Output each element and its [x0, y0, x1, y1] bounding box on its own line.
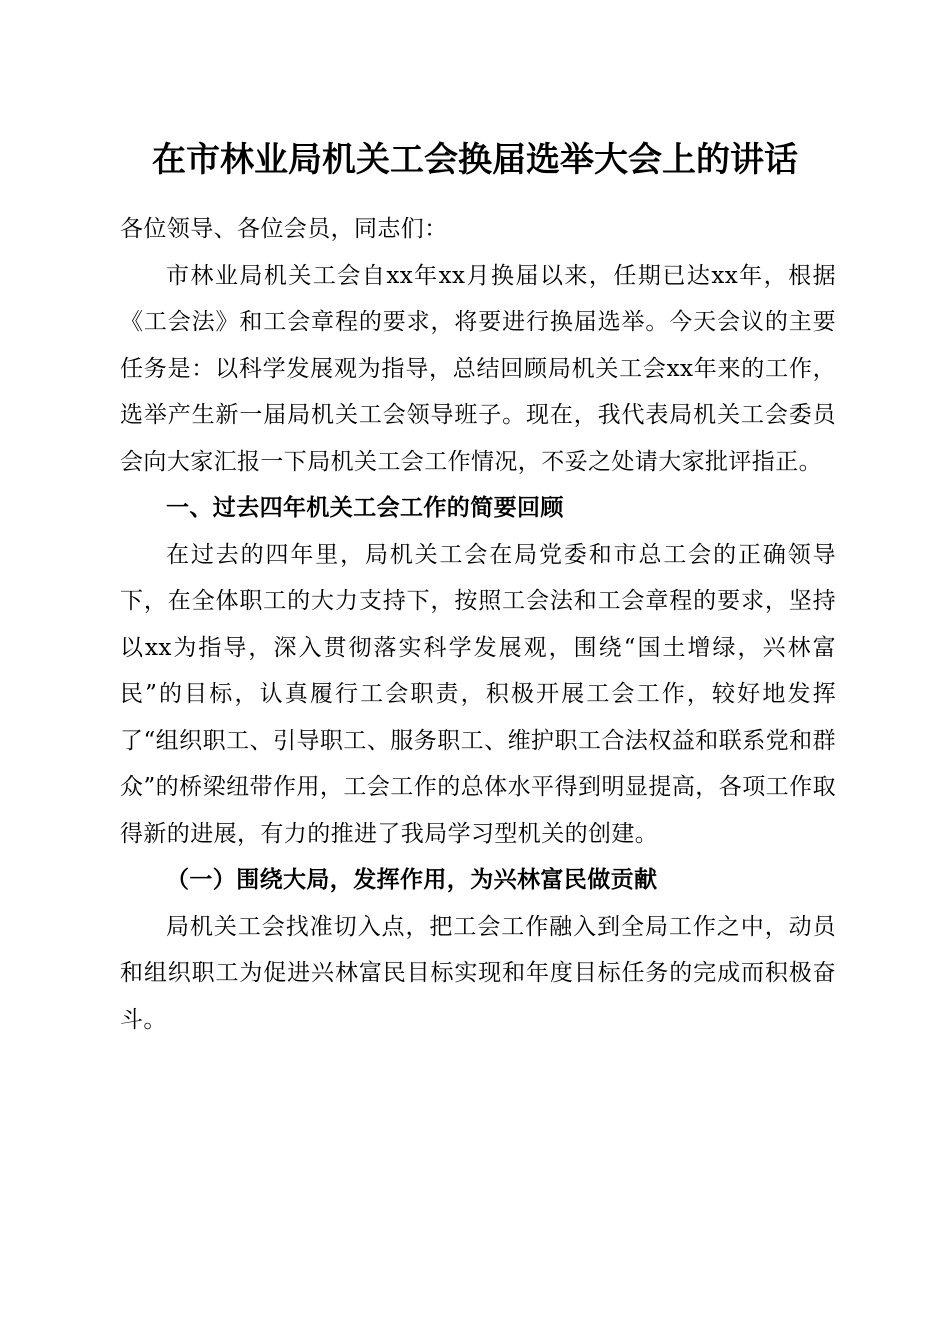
section-heading-1: 一、过去四年机关工会工作的简要回顾 — [166, 495, 564, 521]
document-body — [120, 206, 836, 1043]
document-title: 在市林业局机关工会换届选举大会上的讲话 — [152, 140, 798, 180]
paragraph-intro: 市林业局机关工会自xx年xx月换届以来，任期已达xx年，根据《工会法》和工会章程的要求，将要进行换届选举。今天会议的主要任务是：以科学发展观为指导，总结回顾局机关工会xx年来的工作，选举产生新一届局机关工会领导班子。现在，我代表局机关工会委员会向大家汇报一下局机关工会工作情况，不妥之处请大家批评指正。 — [120, 262, 836, 475]
subsection-heading-1: （一）围绕大局，发挥作用，为兴林富民做贡献 — [166, 866, 658, 893]
paragraph-review: 在过去的四年里，局机关工会在局党委和市总工会的正确领导下，在全体职工的大力支持下，按照工会法和工会章程的要求，坚持以xx为指导，深入贯彻落实科学发展观，围绕“国土增绿，兴林富民”的目标，认真履行工会职责，积极开展工会工作，较好地发挥了“组织职工、引导职工、服务职工、维护职工合法权益和联系党和群众”的桥梁纽带作用，工会工作的总体水平得到明显提高，各项工作取得新的进展，有力的推进了我局学习型机关的创建。 — [120, 541, 836, 847]
salutation: 各位领导、各位会员，同志们： — [120, 216, 448, 242]
paragraph-subsection: 局机关工会找准切入点，把工会工作融入到全局工作之中，动员和组织职工为促进兴林富民目标实现和年度目标任务的完成而积极奋斗。 — [120, 913, 836, 1033]
